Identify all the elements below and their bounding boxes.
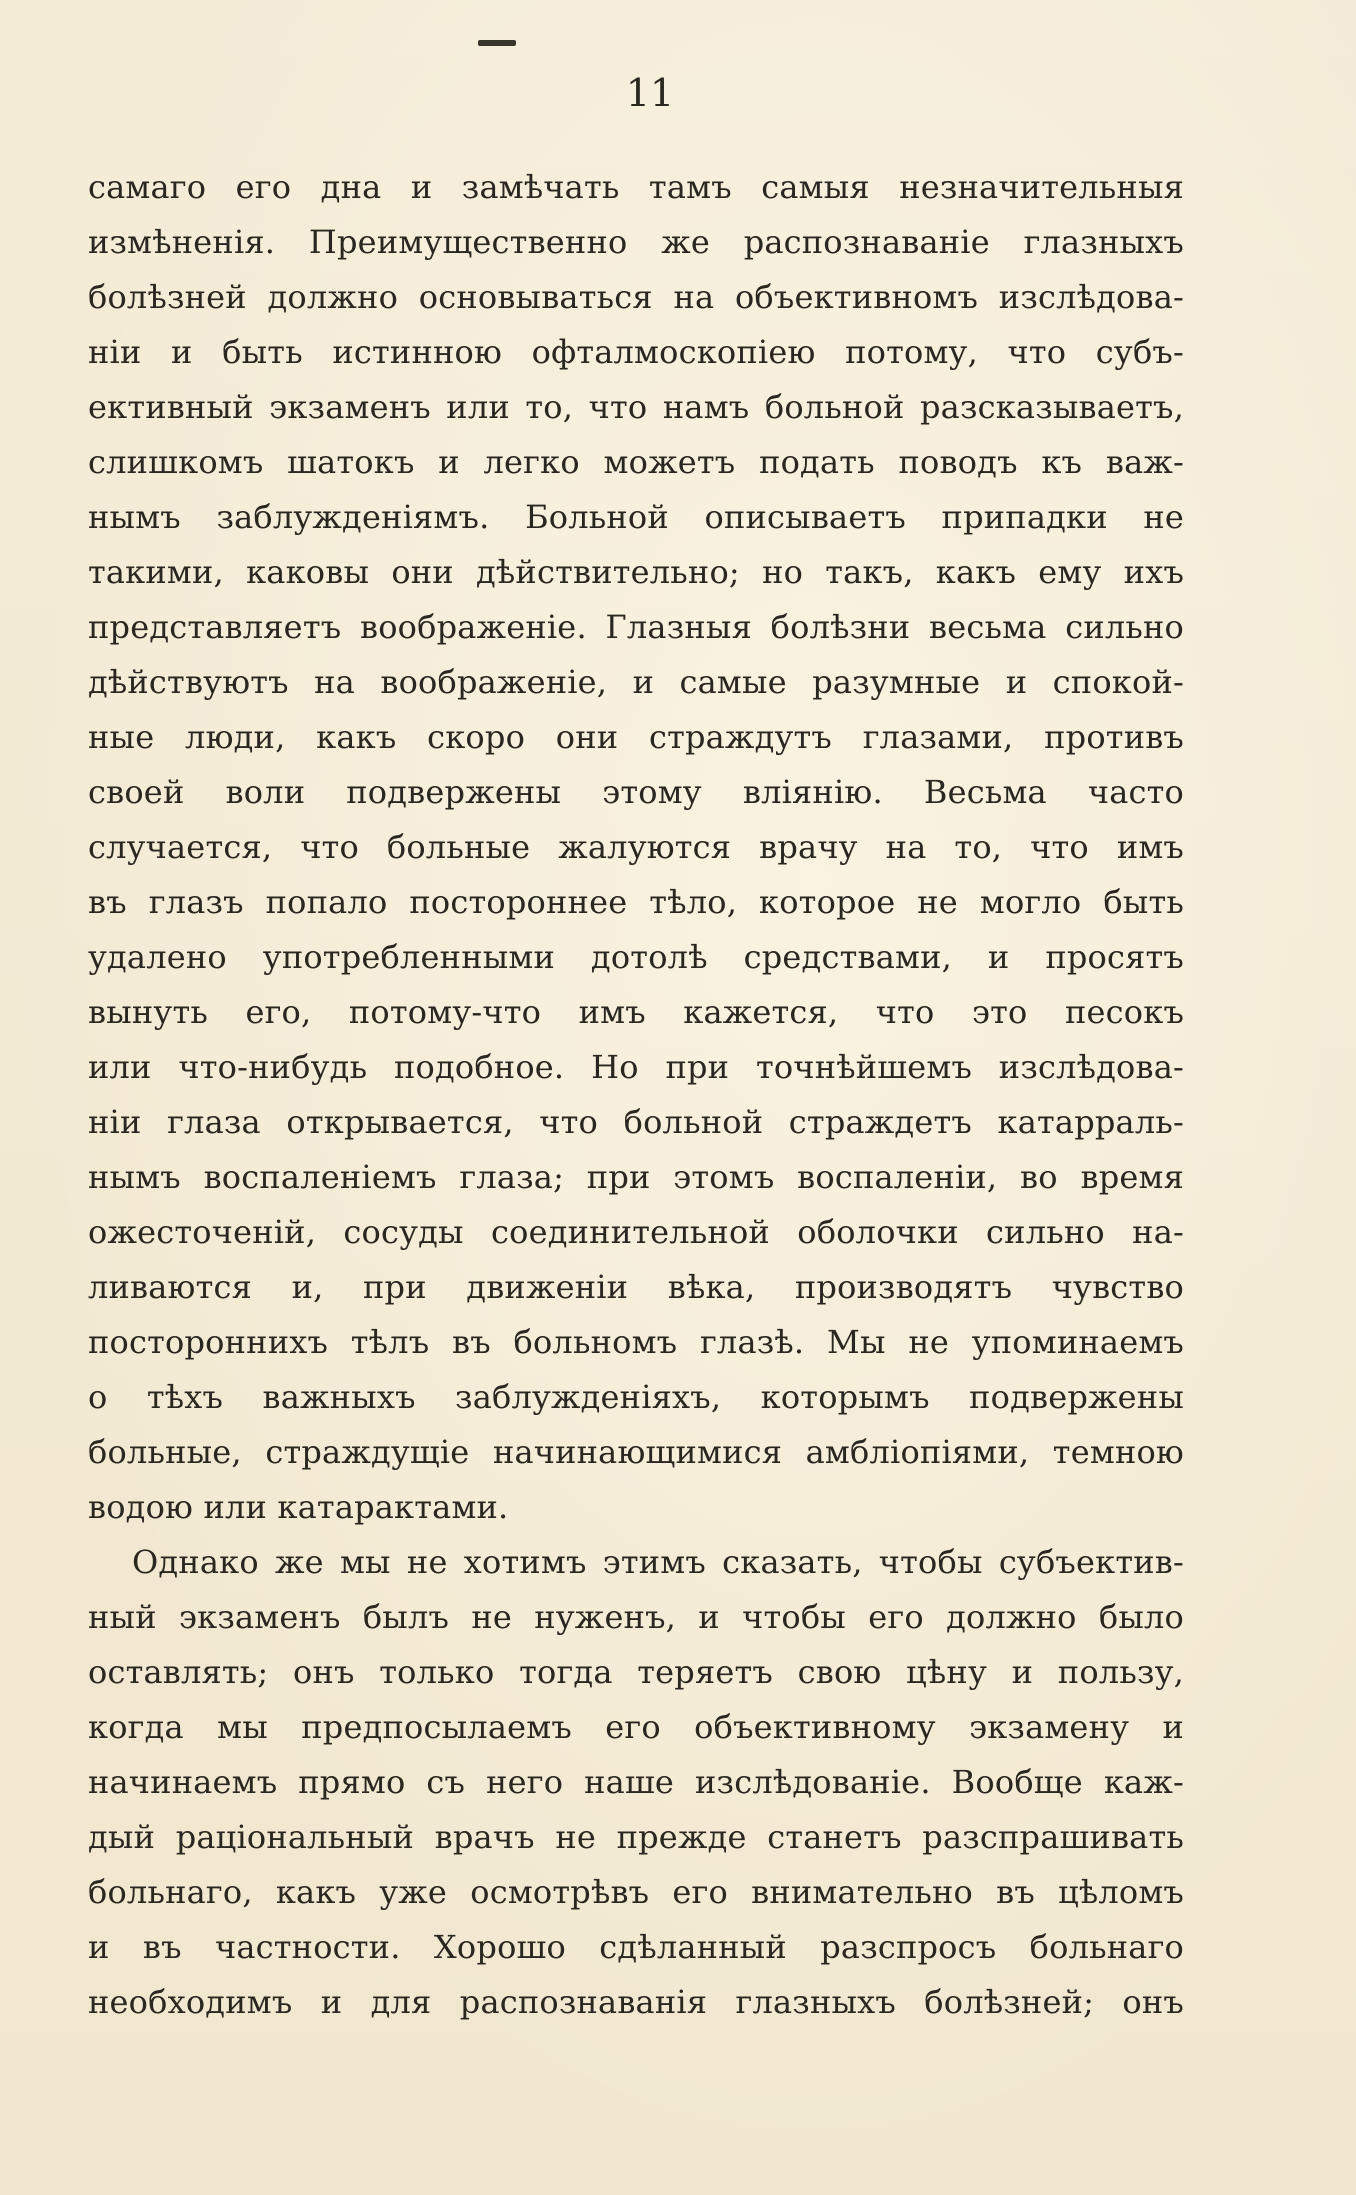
text-line: дый рацiональный врачъ не прежде станетъ разспрашивать [88, 1818, 1184, 1856]
text-line: постороннихъ тѣлъ въ больномъ глазѣ. Мы не упоминаемъ [88, 1323, 1184, 1361]
paragraph-2 [88, 1535, 1184, 2030]
text-line: больные, страждущiе начинающимися амблiопiями, темною [88, 1433, 1184, 1471]
text-line: нымъ заблужденiямъ. Больной описываетъ припадки не [88, 498, 1184, 536]
text-line: ные люди, какъ скоро они страждутъ глазами, противъ [88, 718, 1184, 756]
text-line: случается, что больные жалуются врачу на то, что имъ [88, 828, 1184, 866]
text-line: болѣзней должно основываться на объективномъ изслѣдова- [88, 278, 1184, 316]
text-line: удалено употребленными дотолѣ средствами, и просятъ [88, 938, 1184, 976]
text-line: и въ частности. Хорошо сдѣланный разспросъ больнаго [88, 1928, 1184, 1966]
text-line: ливаются и, при движенiи вѣка, производятъ чувство [88, 1268, 1184, 1306]
text-line: измѣненія. Преимущественно же распознаванiе глазныхъ [88, 223, 1184, 261]
paragraph-1 [88, 160, 1184, 1535]
text-line: нiи и быть истинною офталмоскопiею потому, что субъ- [88, 333, 1184, 371]
text-line: слишкомъ шатокъ и легко можетъ подать поводъ къ важ- [88, 443, 1184, 481]
text-line: такими, каковы они дѣйствительно; но такъ, какъ ему ихъ [88, 553, 1184, 591]
text-line: необходимъ и для распознаванiя глазныхъ болѣзней; онъ [88, 1983, 1184, 2021]
text-line: о тѣхъ важныхъ заблужденiяхъ, которымъ подвержены [88, 1378, 1184, 1416]
body-text [88, 160, 1184, 2030]
text-line: своей воли подвержены этому влiянiю. Весьма часто [88, 773, 1184, 811]
text-line: нымъ воспаленiемъ глаза; при этомъ воспаленiи, во время [88, 1158, 1184, 1196]
text-line: ективный экзаменъ или то, что намъ больной разсказываетъ, [88, 388, 1184, 426]
text-line: въ глазъ попало постороннее тѣло, которое не могло быть [88, 883, 1184, 921]
text-line: оставлять; онъ только тогда теряетъ свою цѣну и пользу, [88, 1653, 1184, 1691]
text-line: самаго его дна и замѣчать тамъ самыя незначительныя [88, 168, 1184, 206]
text-line: Однако же мы не хотимъ этимъ сказать, чтобы субъектив- [132, 1543, 1184, 1581]
text-line: дѣйствуютъ на воображенiе, и самые разумные и спокой- [88, 663, 1184, 701]
text-line: ожесточенiй, сосуды соединительной оболочки сильно на- [88, 1213, 1184, 1251]
top-ink-mark [478, 40, 516, 46]
text-line: водою или катарактами. [88, 1488, 509, 1526]
text-line: начинаемъ прямо съ него наше изслѣдованiе. Вообще каж- [88, 1763, 1184, 1801]
text-line: нiи глаза открывается, что больной страждетъ катарраль- [88, 1103, 1184, 1141]
page-number: 11 [625, 71, 675, 115]
text-line: когда мы предпосылаемъ его объективному экзамену и [88, 1708, 1184, 1746]
text-line: ный экзаменъ былъ не нуженъ, и чтобы его должно было [88, 1598, 1184, 1636]
text-line: вынуть его, потому-что имъ кажется, что это песокъ [88, 993, 1184, 1031]
text-line: больнаго, какъ уже осмотрѣвъ его внимательно въ цѣломъ [88, 1873, 1184, 1911]
text-line: или что-нибудь подобное. Но при точнѣйшемъ изслѣдова- [88, 1048, 1184, 1086]
text-line: представляетъ воображенiе. Глазныя болѣзни весьма сильно [88, 608, 1184, 646]
